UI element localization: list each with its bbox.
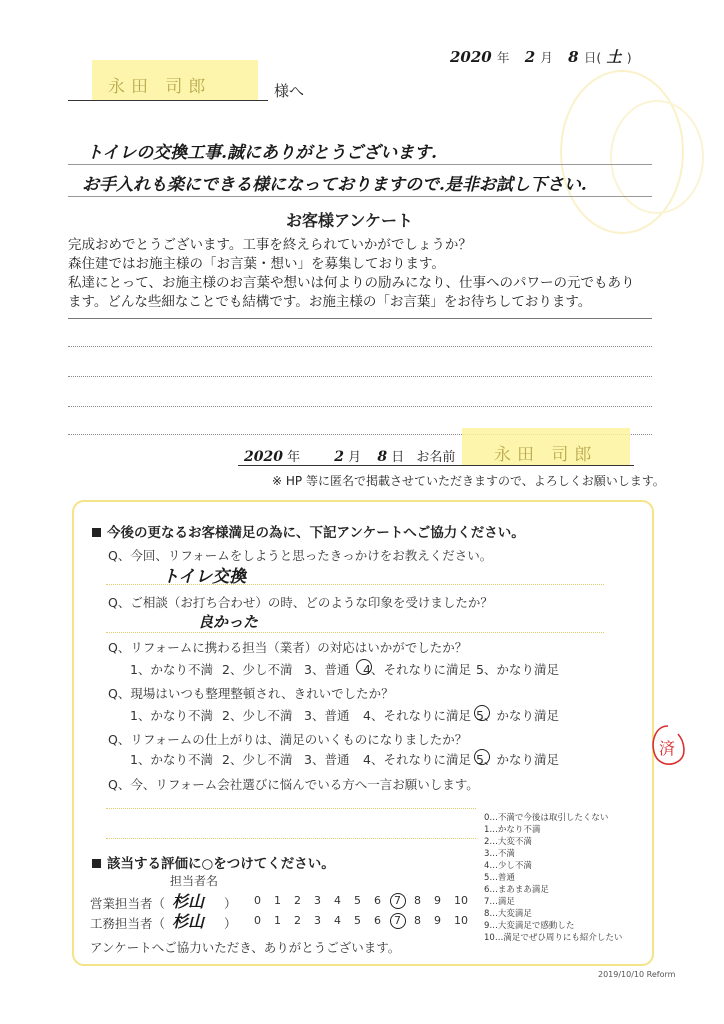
score-number[interactable]: 3 bbox=[314, 914, 321, 927]
score-number[interactable]: 2 bbox=[294, 894, 301, 907]
score-scale-construction bbox=[254, 914, 474, 930]
square-bullet-icon bbox=[92, 528, 101, 537]
question-3: Q、リフォームに携わる担当（業者）の対応はいかがでしたか？ bbox=[108, 640, 468, 655]
score-number[interactable]: 6 bbox=[374, 894, 381, 907]
top-date-year-label: 年 bbox=[496, 50, 510, 65]
score-number[interactable]: 7 bbox=[394, 894, 401, 907]
score-number[interactable]: 5 bbox=[354, 894, 361, 907]
intro-line-2: 森住建ではお施主様の「お言葉・想い」を募集しております。 bbox=[68, 256, 445, 272]
legend-item: 4…少し不満 bbox=[484, 861, 532, 871]
comment-line bbox=[68, 406, 652, 407]
score-number[interactable]: 10 bbox=[454, 894, 468, 907]
question-5: Q、リフォームの仕上がりは、満足のいくものになりましたか？ bbox=[108, 732, 468, 747]
option-2: 2、少し不満 bbox=[222, 752, 293, 767]
staff-close-1: ） bbox=[224, 896, 237, 911]
options-row-3 bbox=[130, 750, 570, 766]
sign-row bbox=[244, 446, 455, 465]
options-row-1 bbox=[130, 660, 570, 676]
option-2: 2、少し不満 bbox=[222, 662, 293, 677]
legend-item: 2…大変不満 bbox=[484, 837, 532, 847]
score-number[interactable]: 8 bbox=[414, 914, 421, 927]
sign-year: 2020 bbox=[244, 449, 283, 465]
selection-circle bbox=[356, 659, 372, 675]
option-4: 4、それなりに満足 bbox=[363, 752, 471, 767]
sign-month: 2 bbox=[334, 449, 345, 465]
recipient-suffix: 様へ bbox=[274, 82, 305, 100]
question-4: Q、現場はいつも整理整頓され、きれいでしたか？ bbox=[108, 686, 394, 701]
square-bullet-icon bbox=[92, 859, 101, 868]
option-3: 3、普通 bbox=[304, 662, 350, 677]
recipient-underline bbox=[68, 100, 268, 101]
question-2: Q、ご相談（お打ち合わせ）の時、どのような印象を受けましたか？ bbox=[108, 595, 493, 610]
score-number[interactable]: 7 bbox=[394, 914, 401, 927]
message-rule-2 bbox=[68, 196, 652, 197]
option-5: 5、かなり満足 bbox=[476, 662, 559, 677]
answer-1: トイレ交換 bbox=[162, 567, 247, 587]
score-number[interactable]: 0 bbox=[254, 914, 261, 927]
recipient-name: 永田 司郎 bbox=[108, 77, 212, 97]
option-3: 3、普通 bbox=[304, 752, 350, 767]
answer-line bbox=[106, 838, 476, 839]
comment-line bbox=[68, 318, 652, 319]
option-2: 2、少し不満 bbox=[222, 708, 293, 723]
legend-item: 7…満足 bbox=[484, 897, 515, 907]
top-date-weekday: 土 bbox=[606, 48, 622, 66]
staff-role-1: 営業担当者（ bbox=[90, 896, 166, 911]
answer-line bbox=[106, 584, 604, 585]
options-row-2 bbox=[130, 706, 570, 722]
top-date bbox=[450, 46, 632, 67]
top-date-month: 2 bbox=[524, 48, 536, 66]
section1-title-text: 今後の更なるお客様満足の為に、下記アンケートへご協力ください。 bbox=[107, 525, 525, 541]
answer-2: 良かった bbox=[198, 613, 259, 631]
question-1: Q、今回、リフォームをしようと思ったきっかけをお教えください。 bbox=[108, 548, 493, 563]
message-line-1: トイレの交換工事.誠にありがとうございます. bbox=[86, 143, 437, 163]
score-scale-sales bbox=[254, 894, 474, 910]
answer-line bbox=[106, 632, 604, 633]
section1-title bbox=[92, 521, 525, 541]
stamp-text: 済 bbox=[659, 739, 676, 758]
option-4: 4、それなりに満足 bbox=[363, 708, 471, 723]
legend-item: 0…不満で今後は取引したくない bbox=[484, 813, 609, 823]
option-1: 1、かなり不満 bbox=[130, 662, 213, 677]
sign-day: 8 bbox=[377, 449, 388, 465]
hp-notice: ※ HP 等に匿名で掲載させていただきますので、よろしくお願いします。 bbox=[272, 474, 665, 488]
selection-circle bbox=[474, 749, 490, 765]
staff-name-1: 杉山 bbox=[172, 892, 205, 911]
message-rule-1 bbox=[68, 164, 652, 165]
intro-line-1: 完成おめでとうございます。工事を終えられていかがでしょうか？ bbox=[68, 237, 472, 253]
sign-year-label: 年 bbox=[287, 450, 301, 465]
checked-stamp bbox=[648, 722, 688, 772]
option-1: 1、かなり不満 bbox=[130, 708, 213, 723]
option-5: 5、かなり満足 bbox=[476, 752, 559, 767]
score-number[interactable]: 4 bbox=[334, 914, 341, 927]
option-1: 1、かなり不満 bbox=[130, 752, 213, 767]
thanks-text: アンケートへご協力いただき、ありがとうございます。 bbox=[90, 940, 401, 955]
score-number[interactable]: 1 bbox=[274, 894, 281, 907]
option-5: 5、かなり満足 bbox=[476, 708, 559, 723]
staff-name-2: 杉山 bbox=[172, 912, 205, 931]
intro-line-4: ます。どんな些細なことでも結構です。お施主様の「お言葉」をお待ちしております。 bbox=[68, 294, 592, 310]
top-date-day: 8 bbox=[568, 48, 579, 66]
staff-header: 担当者名 bbox=[170, 874, 219, 888]
legend-item: 5…普通 bbox=[484, 873, 515, 883]
sign-name: 永田 司郎 bbox=[494, 445, 598, 465]
staff-close-2: ） bbox=[224, 916, 237, 931]
sign-day-label: 日 bbox=[391, 450, 405, 465]
answer-line bbox=[106, 808, 476, 809]
score-circle bbox=[390, 893, 406, 909]
section2-title bbox=[92, 852, 335, 872]
message-line-2: お手入れも楽にできる様になっておりますので.是非お試し下さい. bbox=[82, 175, 587, 195]
selection-circle bbox=[474, 705, 490, 721]
section2-title-text: 該当する評価に○をつけてください。 bbox=[107, 856, 335, 872]
sign-month-label: 月 bbox=[348, 450, 362, 465]
sign-underline bbox=[238, 465, 634, 466]
score-number[interactable]: 2 bbox=[294, 914, 301, 927]
rating-legend bbox=[484, 812, 622, 944]
legend-item: 9…大変満足で感動した bbox=[484, 921, 575, 931]
legend-item: 3…不満 bbox=[484, 849, 515, 859]
score-number[interactable]: 1 bbox=[274, 914, 281, 927]
option-4: 4、それなりに満足 bbox=[363, 662, 471, 677]
score-number[interactable]: 9 bbox=[434, 914, 441, 927]
score-number[interactable]: 8 bbox=[414, 894, 421, 907]
score-number[interactable]: 5 bbox=[354, 914, 361, 927]
survey-title: お客様アンケート bbox=[286, 211, 414, 230]
legend-item: 6…まあまあ満足 bbox=[484, 885, 549, 895]
score-number[interactable]: 3 bbox=[314, 894, 321, 907]
top-date-close: ) bbox=[626, 50, 632, 65]
legend-item: 10…満足でぜひ周りにも紹介したい bbox=[484, 933, 623, 943]
footer-version: 2019/10/10 Reform bbox=[598, 970, 676, 979]
top-date-day-label: 日( bbox=[583, 50, 602, 65]
score-number[interactable]: 10 bbox=[454, 914, 468, 927]
score-circle bbox=[390, 913, 406, 929]
score-number[interactable]: 0 bbox=[254, 894, 261, 907]
intro-text bbox=[68, 236, 634, 312]
sign-name-label: お名前 bbox=[416, 450, 456, 465]
option-3: 3、普通 bbox=[304, 708, 350, 723]
top-date-year: 2020 bbox=[450, 48, 492, 66]
intro-line-3: 私達にとって、お施主様のお言葉や想いは何よりの励みになり、仕事へのパワーの元でもあり bbox=[68, 275, 635, 291]
comment-line bbox=[68, 346, 652, 347]
top-date-month-label: 月 bbox=[540, 50, 553, 65]
score-number[interactable]: 9 bbox=[434, 894, 441, 907]
score-number[interactable]: 4 bbox=[334, 894, 341, 907]
comment-line bbox=[68, 376, 652, 377]
legend-item: 8…大変満足 bbox=[484, 909, 532, 919]
question-6: Q、今、リフォーム会社選びに悩んでいる方へ一言お願いします。 bbox=[108, 777, 479, 792]
staff-role-2: 工務担当者（ bbox=[90, 916, 166, 931]
score-number[interactable]: 6 bbox=[374, 914, 381, 927]
legend-item: 1…かなり不満 bbox=[484, 825, 541, 835]
